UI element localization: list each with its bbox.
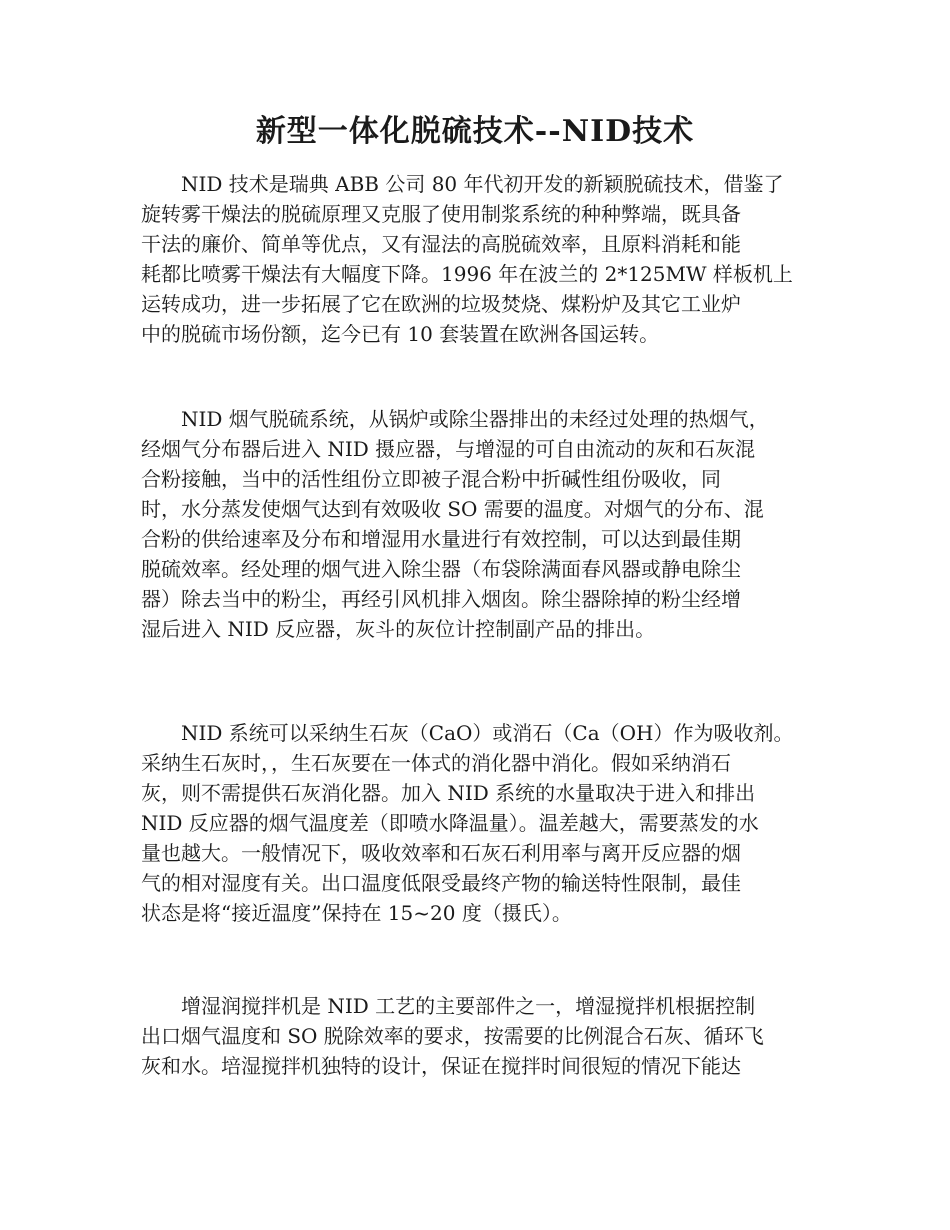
text-line: 中的脱硫市场份额，迄今已有 10 套装置在欧洲各国运转。 [141, 322, 660, 346]
text-line: NID 系统可以采纳生石灰（CaO）或消石（Ca（OH）作为吸收剂。 [141, 721, 794, 745]
text-line: 灰和水。培湿搅拌机独特的设计，保证在搅拌时间很短的情况下能达 [141, 1054, 741, 1078]
text-line: 时，水分蒸发使烟气达到有效吸收 SO 需要的温度。对烟气的分布、混 [141, 497, 764, 521]
text-line: 运转成功，进一步拓展了它在欧洲的垃圾焚烧、煤粉炉及其它工业炉 [141, 292, 741, 316]
text-line: 采纳生石灰时，，生石灰要在一体式的消化器中消化。假如采纳消石 [141, 751, 731, 775]
document-title: 新型一体化脱硫技术--NID技术 [255, 114, 695, 149]
text-line: 出口烟气温度和 SO 脱除效率的要求，按需要的比例混合石灰、循环飞 [141, 1024, 764, 1048]
text-line: 器）除去当中的粉尘，再经引风机排入烟囱。除尘器除掉的粉尘经增 [141, 587, 741, 611]
text-line: 气的相对湿度有关。出口温度低限受最终产物的输送特性限制，最佳 [141, 871, 741, 895]
text-line: 湿后进入 NID 反应器，灰斗的灰位计控制副产品的排出。 [141, 617, 656, 641]
text-line: NID 烟气脱硫系统，从锅炉或除尘器排出的未经过处理的热烟气， [141, 407, 769, 431]
text-line: 合粉的供给速率及分布和增湿用水量进行有效控制，可以达到最佳期 [141, 527, 741, 551]
text-line: 旋转雾干燥法的脱硫原理又克服了使用制浆系统的种种弊端，既具备 [141, 202, 741, 226]
text-line: 经烟气分布器后进入 NID 摄应器，与增湿的可自由流动的灰和石灰混 [141, 437, 756, 461]
text-line: 增湿润搅拌机是 NID 工艺的主要部件之一，增湿搅拌机根据控制 [141, 994, 756, 1018]
text-line: 合粉接触，当中的活性组份立即被子混合粉中折碱性组份吸收，同 [141, 467, 721, 491]
text-line: 灰，则不需提供石灰消化器。加入 NID 系统的水量取决于进入和排出 [141, 781, 756, 805]
text-line: NID 技术是瑞典 ABB 公司 80 年代初开发的新颖脱硫技术，借鉴了 [141, 172, 784, 196]
text-line: 耗都比喷雾干燥法有大幅度下降。1996 年在波兰的 2*125MW 样板机上 [141, 262, 793, 286]
text-line: 状态是将“接近温度”保持在 15~20 度（摄氏）。 [141, 901, 572, 925]
text-line: 量也越大。一般情况下，吸收效率和石灰石利用率与离开反应器的烟 [141, 841, 741, 865]
text-line: 干法的廉价、简单等优点，又有湿法的高脱硫效率，且原料消耗和能 [141, 232, 741, 256]
text-line: 脱硫效率。经处理的烟气进入除尘器（布袋除满面春风器或静电除尘 [141, 557, 741, 581]
text-line: NID 反应器的烟气温度差（即喷水降温量）。温差越大，需要蒸发的水 [141, 811, 759, 835]
